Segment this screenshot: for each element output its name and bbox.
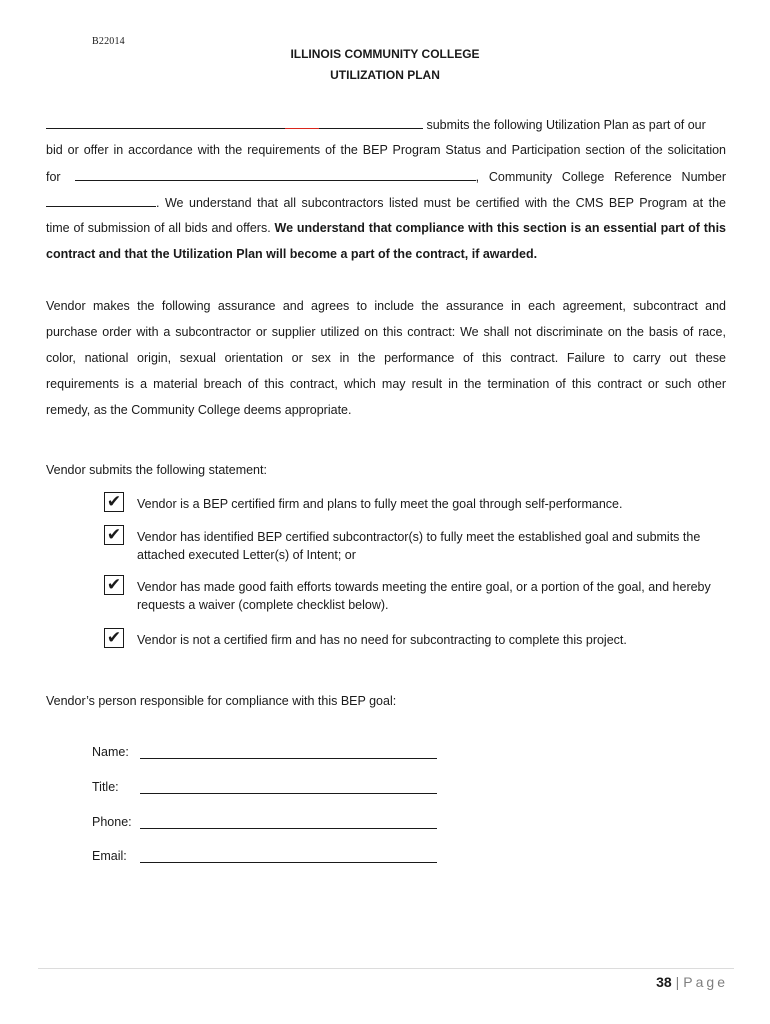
intro-line-3 bbox=[46, 169, 726, 184]
intro-line-6: contract and that the Utilization Plan will become a part of the contract, if awarded. bbox=[46, 247, 538, 261]
intro-line-1 bbox=[46, 117, 726, 132]
intro-line-4 bbox=[46, 195, 726, 210]
document-title: ILLINOIS COMMUNITY COLLEGE bbox=[290, 47, 480, 61]
assurance-line-4: requirements is a material breach of this contract, which may result in the termination of this contract or such other bbox=[46, 377, 726, 391]
title-field[interactable] bbox=[140, 793, 437, 794]
reference-number-label: , Community College Reference Number bbox=[475, 170, 726, 184]
option-3-checkbox[interactable] bbox=[104, 575, 124, 595]
option-1-text: Vendor is a BEP certified firm and plans to fully meet the goal through self-performance. bbox=[137, 497, 623, 511]
checkmark-icon: ✔ bbox=[106, 627, 122, 648]
assurance-line-3: color, national origin, sexual orientation or sex in the performance of this contract. Failure to carry out these bbox=[46, 351, 726, 365]
statement-heading: Vendor submits the following statement: bbox=[46, 463, 267, 477]
checkmark-icon: ✔ bbox=[106, 524, 122, 545]
vendor-name-blank[interactable] bbox=[46, 117, 286, 129]
solicitation-blank[interactable] bbox=[75, 169, 476, 181]
document-id: B22014 bbox=[92, 36, 125, 47]
page-word: Page bbox=[683, 974, 728, 990]
page-separator: | bbox=[675, 974, 680, 990]
for-label: for bbox=[46, 170, 61, 184]
option-2-checkbox[interactable] bbox=[104, 525, 124, 545]
document-subtitle: UTILIZATION PLAN bbox=[330, 68, 440, 82]
checkmark-icon: ✔ bbox=[106, 491, 122, 512]
email-label: Email: bbox=[92, 849, 127, 863]
checkmark-icon: ✔ bbox=[106, 574, 122, 595]
intro-line-5 bbox=[46, 221, 726, 235]
footer-divider bbox=[38, 968, 734, 969]
assurance-line-5: remedy, as the Community College deems appropriate. bbox=[46, 403, 352, 417]
intro-line-2: bid or offer in accordance with the requirements of the BEP Program Status and Participation section of the solicitation bbox=[46, 143, 726, 157]
option-3-text: Vendor has made good faith efforts towards meeting the entire goal, or a portion of the goal, and hereby requests a waiver (complete checklist below). bbox=[137, 580, 711, 612]
title-label: Title: bbox=[92, 780, 119, 794]
assurance-line-1: Vendor makes the following assurance and agrees to include the assurance in each agreement, subcontract and bbox=[46, 299, 726, 313]
intro-line-5-text: time of submission of all bids and offers. bbox=[46, 221, 271, 235]
reference-number-blank[interactable] bbox=[46, 195, 156, 207]
vendor-name-blank-marked[interactable] bbox=[285, 117, 319, 129]
option-4-text: Vendor is not a certified firm and has no need for subcontracting to complete this project. bbox=[137, 633, 627, 647]
option-2-text: Vendor has identified BEP certified subcontractor(s) to fully meet the established goal and submits the attached executed Letter(s) of Intent; or bbox=[137, 530, 701, 562]
option-4-checkbox[interactable] bbox=[104, 628, 124, 648]
phone-field[interactable] bbox=[140, 828, 437, 829]
phone-label: Phone: bbox=[92, 815, 132, 829]
intro-line-4-text: . We understand that all subcontractors listed must be certified with the CMS BEP Program at the bbox=[156, 196, 726, 210]
email-field[interactable] bbox=[140, 862, 437, 863]
option-1-checkbox[interactable] bbox=[104, 492, 124, 512]
responsible-heading: Vendor’s person responsible for compliance with this BEP goal: bbox=[46, 694, 397, 708]
intro-line-5-bold: We understand that compliance with this section is an essential part of this bbox=[274, 221, 726, 235]
vendor-name-blank-end[interactable] bbox=[319, 117, 423, 129]
name-field[interactable] bbox=[140, 758, 437, 759]
name-label: Name: bbox=[92, 745, 129, 759]
page-number bbox=[656, 974, 728, 990]
page-number-value: 38 bbox=[656, 974, 672, 990]
assurance-line-2: purchase order with a subcontractor or supplier utilized on this contract: We shall not discriminate on the basis of race, bbox=[46, 325, 726, 339]
intro-line-1-text: submits the following Utilization Plan as part of our bbox=[426, 118, 706, 132]
